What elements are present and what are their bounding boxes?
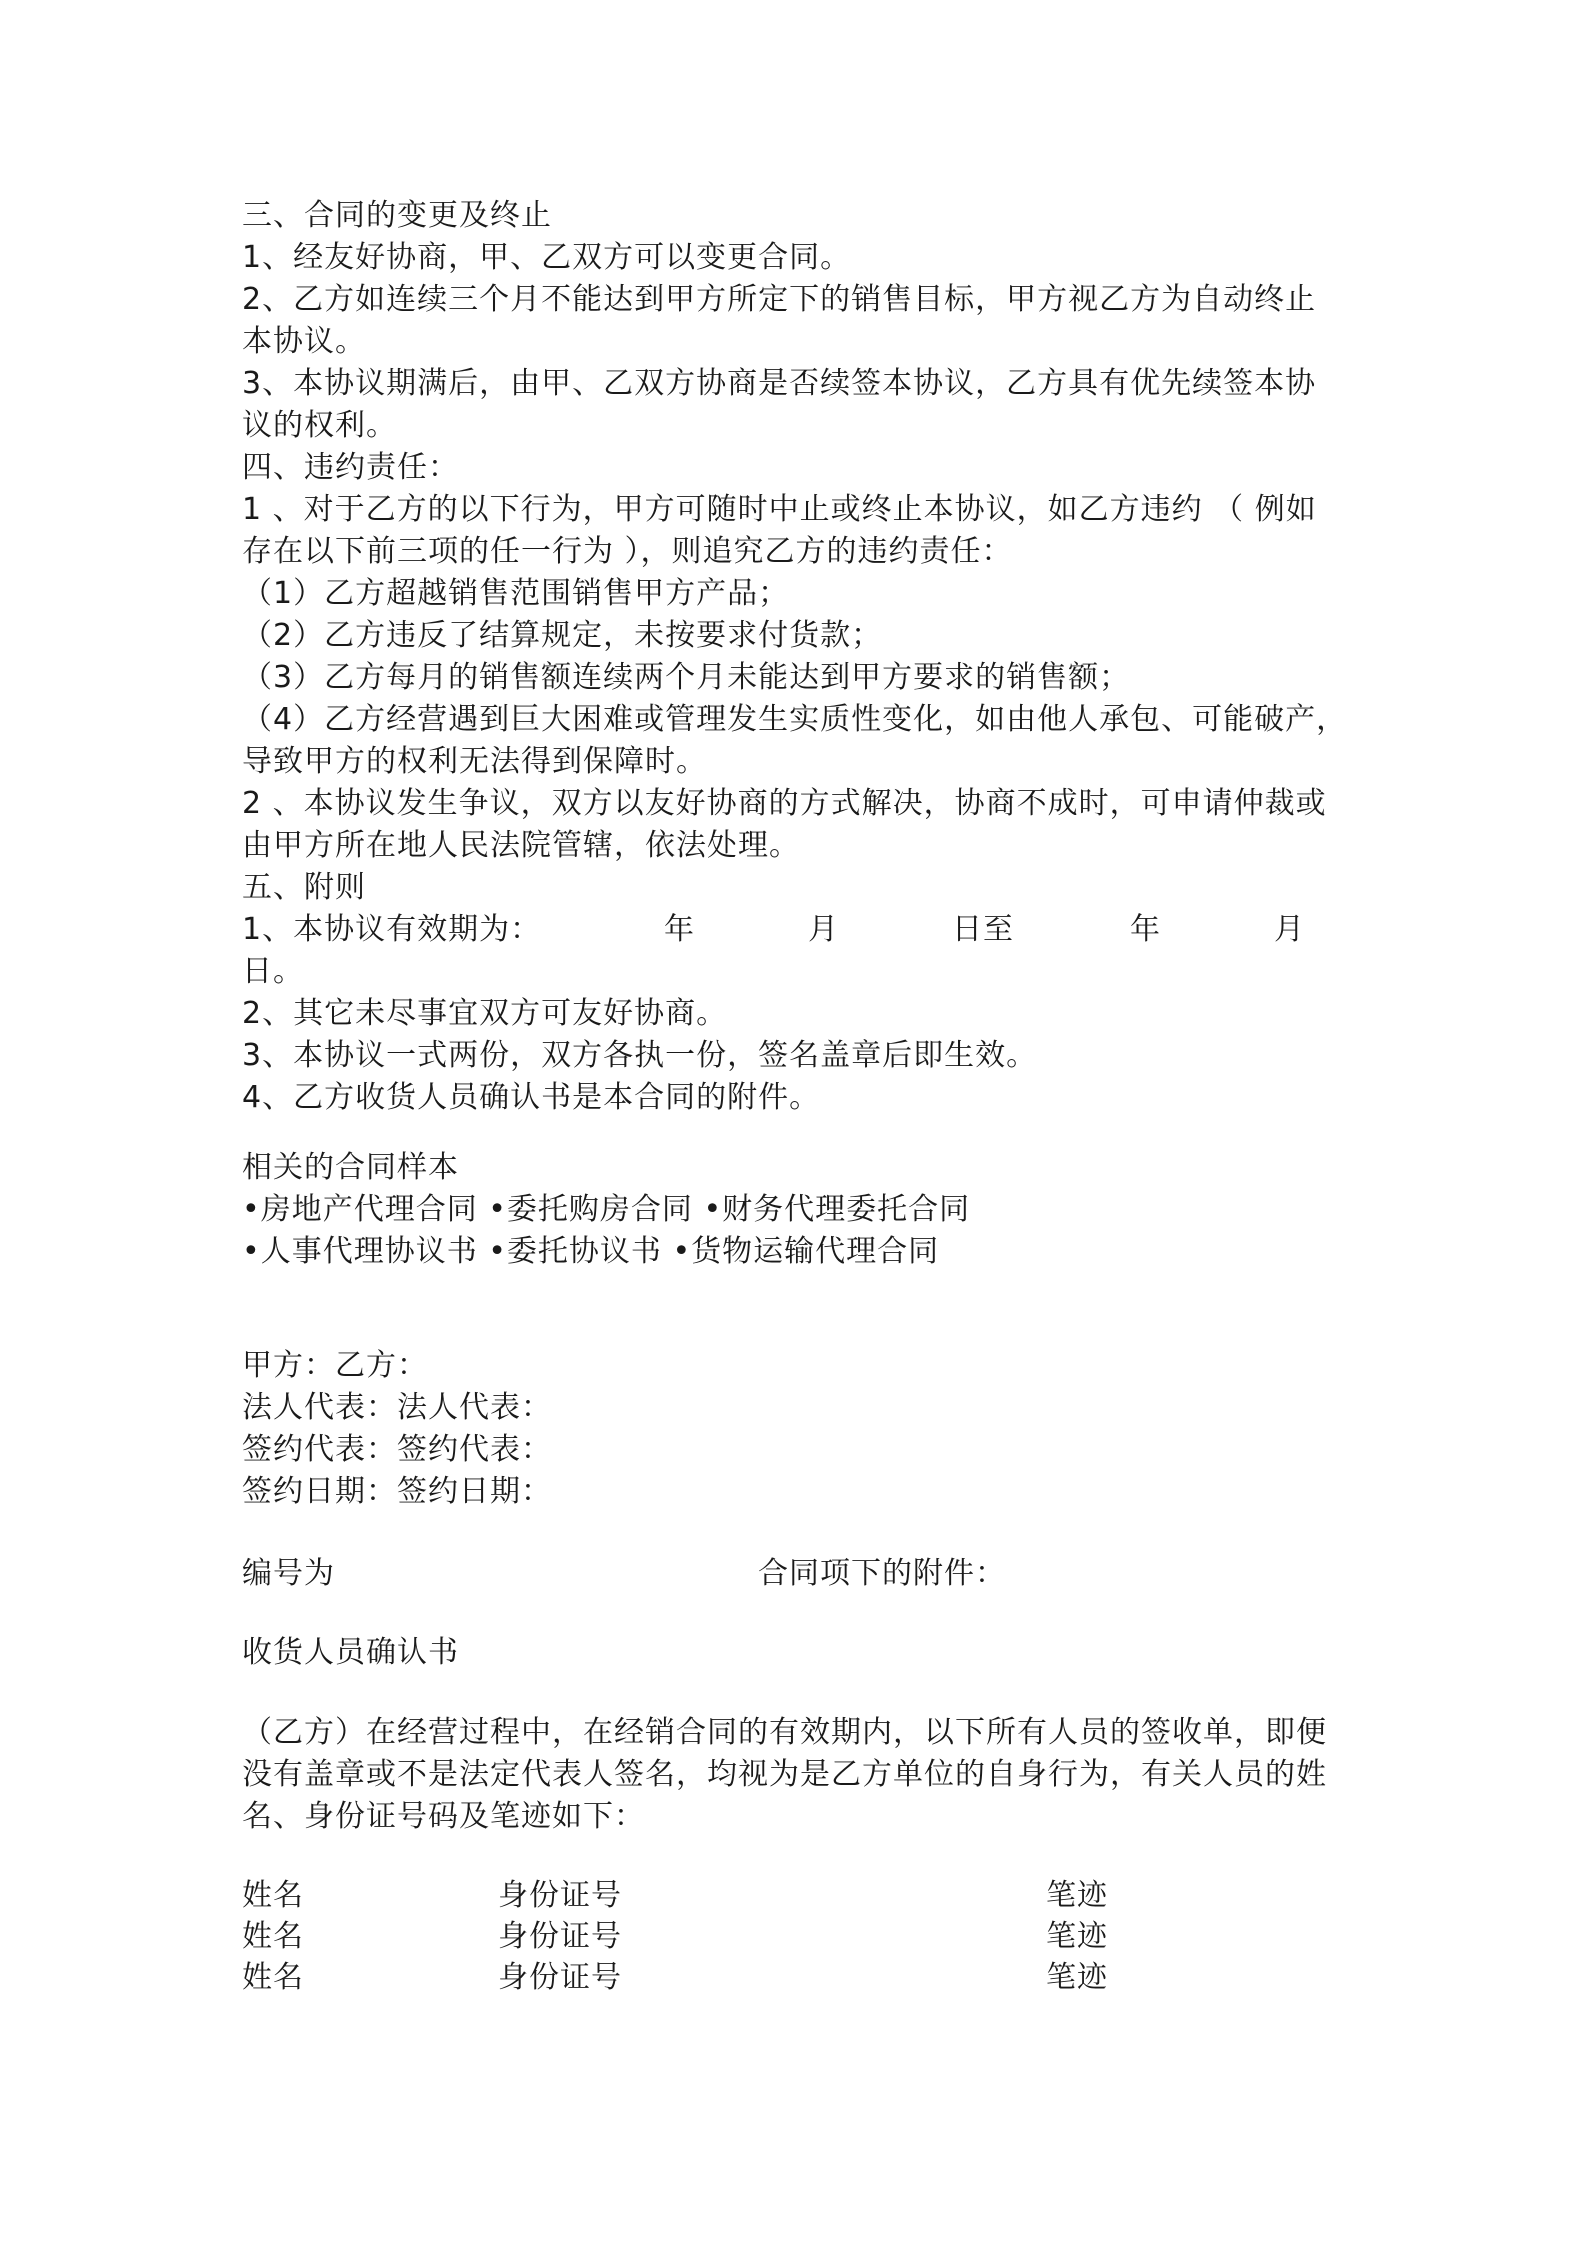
number-label: 编号为 [242, 1556, 335, 1591]
annex-title: 收货人员确认书 [242, 1635, 459, 1670]
paragraph-line: 存在以下前三项的任一行为 ），则追究乙方的违约责任： [242, 534, 1013, 569]
section-heading: 四、违约责任： [242, 450, 459, 485]
sign-rep-line: 签约代表：签约代表： [242, 1432, 552, 1467]
signature-cell: 笔迹 [1046, 1960, 1108, 1995]
signature-cell: 笔迹 [1046, 1878, 1108, 1913]
related-links-row[interactable]: •房地产代理合同 •委托购房合同 •财务代理委托合同 [242, 1192, 971, 1227]
paragraph-line: 本协议。 [242, 324, 366, 359]
legal-rep-line: 法人代表：法人代表： [242, 1390, 552, 1425]
list-item: （2）乙方违反了结算规定，未按要求付货款； [242, 618, 883, 653]
name-cell: 姓名 [242, 1960, 304, 1995]
paragraph-line: 1 、对于乙方的以下行为，甲方可随时中止或终止本协议，如乙方违约 （ 例如 [242, 492, 1317, 527]
paragraph-line: （乙方）在经营过程中，在经销合同的有效期内，以下所有人员的签收单，即便 [242, 1715, 1327, 1750]
section-heading: 五、附则 [242, 870, 366, 905]
id-cell: 身份证号 [498, 1878, 622, 1913]
list-item: （3）乙方每月的销售额连续两个月未能达到甲方要求的销售额； [242, 660, 1131, 695]
year-label: 年 [1130, 912, 1161, 947]
section-heading: 三、合同的变更及终止 [242, 198, 552, 233]
day-label: 日。 [242, 954, 304, 989]
paragraph-line: 3、本协议一式两份，双方各执一份，签名盖章后即生效。 [242, 1038, 1038, 1073]
paragraph-line: 由甲方所在地人民法院管辖，依法处理。 [242, 828, 800, 863]
signature-cell: 笔迹 [1046, 1919, 1108, 1954]
name-cell: 姓名 [242, 1919, 304, 1954]
list-item: （4）乙方经营遇到巨大困难或管理发生实质性变化，如由他人承包、可能破产， [242, 702, 1348, 737]
paragraph-line: 3、本协议期满后，由甲、乙双方协商是否续签本协议，乙方具有优先续签本协 [242, 366, 1317, 401]
month-label: 月 [1274, 912, 1305, 947]
id-cell: 身份证号 [498, 1960, 622, 1995]
related-heading: 相关的合同样本 [242, 1150, 459, 1185]
list-item: （1）乙方超越销售范围销售甲方产品； [242, 576, 790, 611]
paragraph-line: 4、乙方收货人员确认书是本合同的附件。 [242, 1080, 821, 1115]
annex-label: 合同项下的附件： [758, 1556, 1006, 1591]
paragraph-line: 2、其它未尽事宜双方可友好协商。 [242, 996, 728, 1031]
year-label: 年 [664, 912, 695, 947]
name-cell: 姓名 [242, 1878, 304, 1913]
paragraph-line: 2、乙方如连续三个月不能达到甲方所定下的销售目标，甲方视乙方为自动终止 [242, 282, 1317, 317]
day-to-label: 日至 [952, 912, 1014, 947]
paragraph-line: 没有盖章或不是法定代表人签名，均视为是乙方单位的自身行为，有关人员的姓 [242, 1757, 1327, 1792]
sign-date-line: 签约日期：签约日期： [242, 1474, 552, 1509]
paragraph-line: 名、身份证号码及笔迹如下： [242, 1799, 645, 1834]
validity-label: 1、本协议有效期为： [242, 912, 542, 947]
paragraph-line: 议的权利。 [242, 408, 397, 443]
parties-line: 甲方：乙方： [242, 1348, 428, 1383]
paragraph-line: 1、经友好协商，甲、乙双方可以变更合同。 [242, 240, 852, 275]
related-links-row[interactable]: •人事代理协议书 •委托协议书 •货物运输代理合同 [242, 1234, 940, 1269]
month-label: 月 [808, 912, 839, 947]
id-cell: 身份证号 [498, 1919, 622, 1954]
list-item: 导致甲方的权利无法得到保障时。 [242, 744, 707, 779]
paragraph-line: 2 、本协议发生争议，双方以友好协商的方式解决，协商不成时，可申请仲裁或 [242, 786, 1327, 821]
